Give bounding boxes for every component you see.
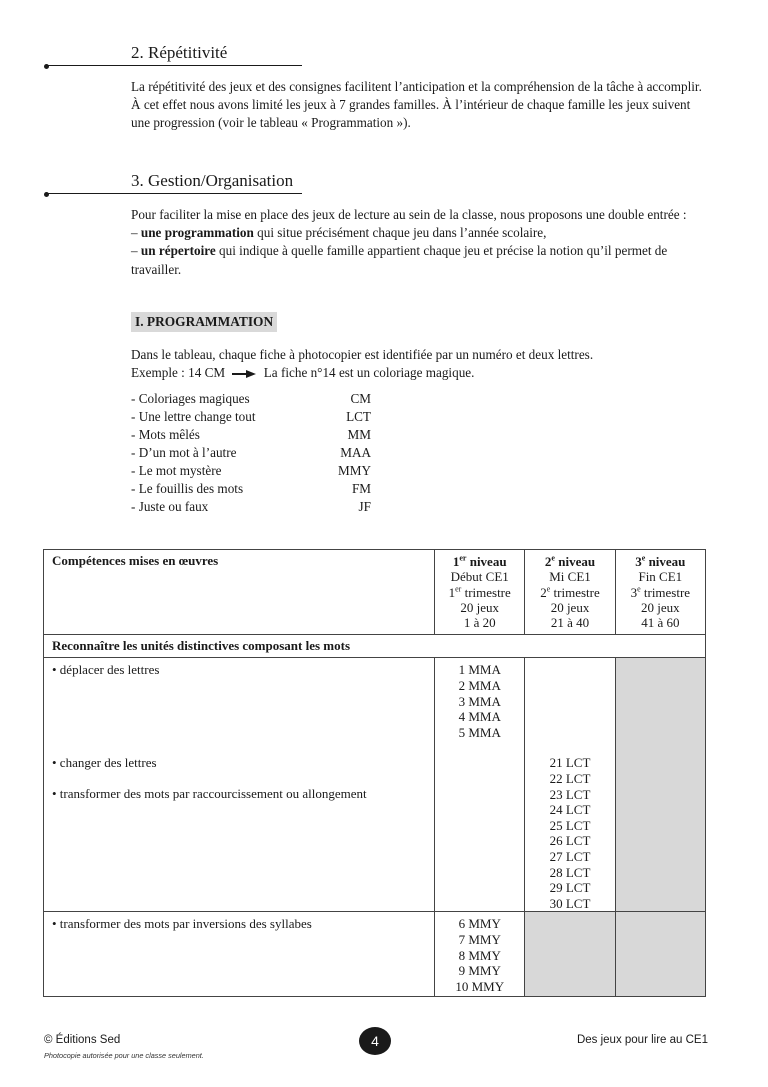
- family-code: CM: [350, 391, 371, 406]
- level-range: 41 à 60: [641, 615, 680, 631]
- skill-transformer-inversion: • transformer des mots par inversions des syllabes: [44, 912, 435, 997]
- section-3-heading: [44, 164, 304, 194]
- game-code: 28 LCT: [549, 864, 591, 880]
- level-3-shaded-cell: [615, 658, 705, 912]
- arrow-right-icon: [230, 369, 258, 379]
- game-code: 26 LCT: [549, 833, 591, 849]
- heading-rule: [46, 193, 302, 194]
- level-title: 3e niveau: [635, 553, 686, 569]
- game-code: 29 LCT: [549, 880, 591, 896]
- level-games: 20 jeux: [641, 599, 680, 615]
- example-suffix: La fiche n°14 est un coloriage magique.: [263, 365, 475, 381]
- bullet-text: qui indique à quelle famille appartient chaque jeu et précise la notion qu’il permet de travailler.: [131, 243, 668, 277]
- list-item: [131, 408, 371, 426]
- book-title: Des jeux pour lire au CE1: [576, 1034, 708, 1046]
- family-code: MAA: [340, 445, 371, 460]
- family-code: FM: [351, 481, 371, 496]
- list-item: [131, 480, 371, 498]
- level-trimester: 2e trimestre: [540, 584, 600, 600]
- game-code: 24 LCT: [549, 802, 591, 818]
- game-code: 25 LCT: [549, 817, 591, 833]
- level-period: Fin CE1: [638, 569, 683, 585]
- level-period: Mi CE1: [549, 569, 591, 585]
- paragraph: Dans le tableau, chaque fiche à photocopier est identifiée par un numéro et deux lettres.: [131, 347, 594, 362]
- family-name: - Une lettre change tout: [131, 409, 256, 424]
- copyright: © Éditions Sed: [44, 1034, 121, 1046]
- family-name: - Juste ou faux: [131, 499, 209, 514]
- family-name: - Mots mêlés: [131, 427, 200, 442]
- header-competences: Compétences mises en œuvres: [44, 550, 435, 635]
- bold-term: un répertoire: [140, 243, 216, 259]
- level-1-codes: [435, 912, 525, 997]
- bullet-programmation: [131, 224, 709, 242]
- bold-term: une programmation: [140, 225, 254, 241]
- level-range: 1 à 20: [463, 615, 496, 631]
- list-item: [131, 444, 371, 462]
- family-code: JF: [358, 499, 371, 514]
- family-name: - D’un mot à l’autre: [131, 445, 237, 460]
- table-row: [44, 658, 706, 912]
- family-code: MMY: [338, 463, 371, 478]
- level-trimester: 3e trimestre: [630, 584, 691, 600]
- skill-transformer-raccourcissement: • transformer des mots par raccourcissement ou allongement: [52, 786, 367, 802]
- skill-deplacer: • déplacer des lettres: [52, 662, 160, 678]
- list-item: [131, 426, 371, 444]
- level-range: 21 à 40: [550, 615, 590, 631]
- table-section-row: [44, 635, 706, 658]
- list-item: [131, 462, 371, 480]
- header-level-1: [435, 550, 525, 635]
- level-2-shaded-cell: [525, 912, 615, 997]
- example-prefix: Exemple : 14 CM: [131, 365, 226, 381]
- programmation-intro: [131, 346, 709, 382]
- level-title: 1er niveau: [452, 553, 507, 569]
- game-code: 6 MMY: [458, 916, 501, 932]
- game-code: 21 LCT: [549, 755, 591, 771]
- game-code: 27 LCT: [549, 849, 591, 865]
- game-code: 23 LCT: [549, 786, 591, 802]
- section-2-body: [131, 78, 709, 133]
- game-code: 30 LCT: [549, 895, 591, 911]
- bullet-repertoire: [131, 242, 709, 278]
- section-2-heading: [44, 36, 304, 66]
- level-title: 2e niveau: [544, 553, 596, 569]
- family-name: - Coloriages magiques: [131, 391, 250, 406]
- level-trimester: 1er trimestre: [448, 584, 511, 600]
- level-games: 20 jeux: [460, 599, 500, 615]
- family-code: LCT: [346, 409, 371, 424]
- table-header-row: [44, 550, 706, 635]
- game-code: 8 MMY: [458, 947, 501, 963]
- family-name: - Le fouillis des mots: [131, 481, 244, 496]
- level-period: Début CE1: [450, 569, 509, 585]
- game-code: 5 MMA: [458, 724, 501, 740]
- header-level-3: [615, 550, 705, 635]
- family-code-list: [131, 390, 371, 516]
- skills-cell: [44, 658, 435, 912]
- programmation-label: I. PROGRAMMATION: [131, 312, 277, 332]
- section-title: Reconnaître les unités distinctives composant les mots: [44, 635, 706, 658]
- level-3-shaded-cell: [615, 912, 705, 997]
- game-code: 4 MMA: [458, 709, 501, 725]
- game-code: 1 MMA: [458, 662, 501, 678]
- section-3-title: 3. Gestion/Organisation: [131, 171, 294, 190]
- example-line: [131, 364, 709, 382]
- game-code: 3 MMA: [458, 693, 501, 709]
- family-name: - Le mot mystère: [131, 463, 222, 478]
- game-code: 7 MMY: [458, 932, 501, 948]
- paragraph: Pour faciliter la mise en place des jeux de lecture au sein de la classe, nous proposons une double entrée :: [131, 207, 687, 222]
- bullet-text: qui situe précisément chaque jeu dans l’année scolaire,: [253, 225, 547, 241]
- footer-left: [44, 1034, 204, 1060]
- section-3-body: [131, 206, 709, 279]
- level-2-codes: [525, 658, 615, 912]
- table-row: [44, 912, 706, 997]
- skill-changer: • changer des lettres: [52, 755, 157, 771]
- family-code: MM: [347, 427, 371, 442]
- game-code: 2 MMA: [458, 678, 501, 694]
- paragraph: La répétitivité des jeux et des consignes facilitent l’anticipation et la compréhension de la tâche à accomplir.: [131, 79, 702, 94]
- game-code: 10 MMY: [455, 978, 505, 994]
- programmation-table: [43, 549, 706, 997]
- level-1-codes: [435, 658, 525, 912]
- paragraph: À cet effet nous avons limité les jeux à 7 grandes familles. À l’intérieur de chaque famille les jeux suivent une progression (voir le tableau « Programmation »).: [131, 97, 691, 131]
- section-2-title: 2. Répétitivité: [131, 43, 228, 62]
- list-item: [131, 390, 371, 408]
- game-code: 9 MMY: [458, 963, 501, 979]
- dash: –: [131, 243, 141, 259]
- list-item: [131, 498, 371, 516]
- photocopy-note: Photocopie autorisée pour une classe seulement.: [44, 1051, 204, 1060]
- page-number: 4: [359, 1027, 391, 1055]
- header-level-2: [525, 550, 615, 635]
- level-games: 20 jeux: [550, 599, 590, 615]
- dash: –: [131, 225, 141, 241]
- heading-rule: [46, 65, 302, 66]
- game-code: 22 LCT: [549, 771, 591, 787]
